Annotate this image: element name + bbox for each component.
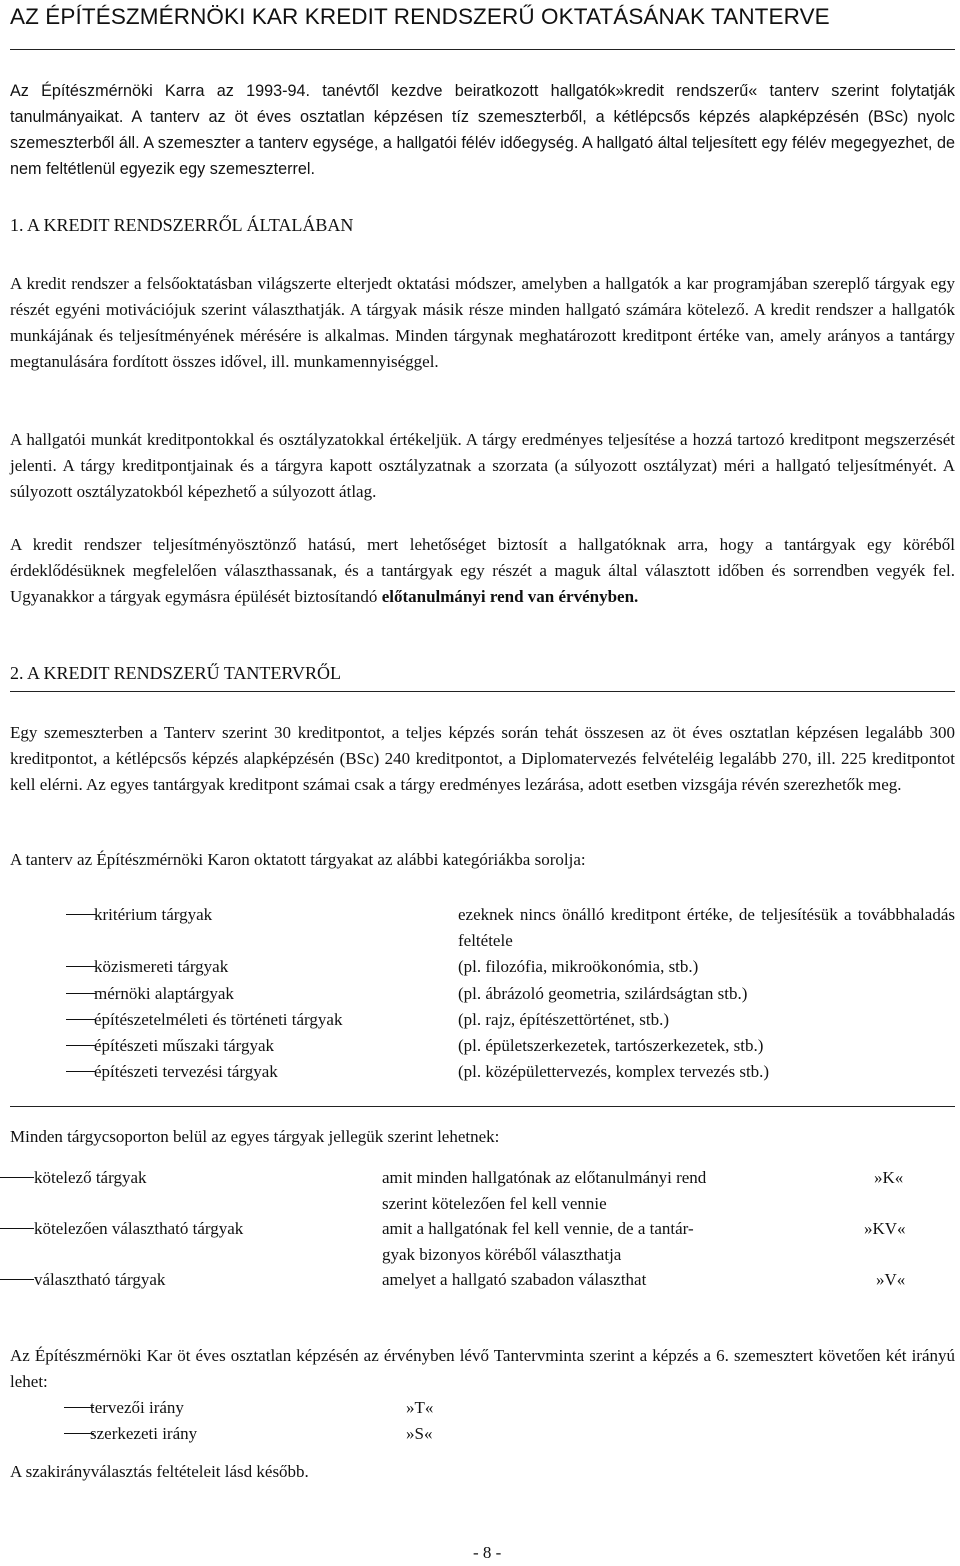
section-1-paragraph-3-bold: előtanulmányi rend van érvényben. — [381, 587, 639, 606]
direction-name: szerkezeti irány — [90, 1424, 198, 1443]
intro-paragraph: Az Építészmérnöki Karra az 1993-94. tanévtől kezdve beiratkozott hallgatók»kredit rendszerű« tanterv szerint folytatják tanulmányaikat. A tanterv az öt éves osztatlan képzésen tíz szemeszterből, a kétlépcsős képzés alapképzésén (BSc) nyolc szemeszterből áll. A szemeszter a tanterv egysége, a hallgatói félév időegység. A hallgató által teljesített egy félév megegyezhet, de nem feltétlenül egyezik egy szemeszterrel. — [10, 82, 955, 178]
type-name: kötelezően választható tárgyak — [34, 1219, 244, 1238]
type-description-line-1: amit minden hallgatónak az előtanulmányi rend — [382, 1168, 707, 1187]
section-2-rule — [10, 691, 955, 692]
document-header: AZ ÉPÍTÉSZMÉRNÖKI KAR KREDIT RENDSZERŰ OKTATÁSÁNAK TANTERVE — [10, 4, 830, 29]
type-code: »KV« — [864, 1219, 906, 1238]
section-2-heading: 2. A KREDIT RENDSZERŰ TANTERVRŐL — [10, 663, 341, 683]
section-1-paragraph-3-text: A kredit rendszer teljesítményösztönző hatású, mert lehetőséget biztosít a hallgatóknak arra, hogy a tantárgyak egy köréből érdeklődésüknek megfelelően választhassanak, és a tantárgyak egy részét a maguk által választott időben és sorrendben vegyék fel. Ugyanakkor a tárgyak egymásra épülését biztosítandó — [10, 535, 955, 606]
type-description-line-1: amelyet a hallgató szabadon választhat — [382, 1270, 647, 1289]
section-2-paragraph-1: Egy szemeszterben a Tanterv szerint 30 kreditpontot, a teljes képzés során tehát összesen az öt éves osztatlan képzésen legalább 300 kreditpontot, a kétlépcsős képzés alapképzésén (BSc) 240 kreditpontot, a Diplomatervezés felvételéig legalább 270, ill. 225 kreditpontot kell elérni. Az egyes tantárgyak kreditpont számai csak a tárgy eredményes lezárása, adott esetben vizsgája révén szerezhetők meg. — [10, 723, 955, 794]
dash-marker — [66, 914, 96, 915]
type-code: »K« — [874, 1168, 904, 1187]
category-item — [10, 1059, 955, 1085]
category-item — [10, 981, 955, 1007]
category-description: (pl. ábrázoló geometria, szilárdságtan stb.) — [458, 984, 748, 1003]
dash-marker — [66, 1071, 96, 1072]
category-item — [10, 1033, 955, 1059]
category-description: (pl. rajz, építészettörténet, stb.) — [458, 1010, 669, 1029]
category-name: közismereti tárgyak — [94, 957, 229, 976]
direction-name: tervezői irány — [90, 1398, 184, 1417]
section-2-paragraph-4: A szakirányválasztás feltételeit lásd később. — [10, 1462, 309, 1481]
type-name: kötelező tárgyak — [34, 1168, 147, 1187]
category-description: (pl. középülettervezés, komplex tervezés stb.) — [458, 1062, 770, 1081]
direction-code: »T« — [406, 1398, 434, 1417]
type-description-line-2: szerint kötelezően fel kell vennie — [382, 1194, 607, 1213]
direction-item — [10, 1395, 955, 1421]
section-2-paragraph-3: Az Építészmérnöki Kar öt éves osztatlan képzésén az érvényben lévő Tantervminta szerint a képzés a 6. szemesztert követően két irányú lehet: — [10, 1346, 955, 1391]
dash-marker — [66, 966, 96, 967]
type-description-line-2: gyak bizonyos köréből választhatja — [382, 1245, 622, 1264]
section-1-paragraph-2: A hallgatói munkát kreditpontokkal és osztályzatokkal értékeljük. A tárgy eredményes teljesítése a hozzá tartozó kreditpont megszerzését jelenti. A tárgy kreditpontjainak és a tárgyra kapott osztályzatnak a szorzata (a súlyozott osztályzat) méri a hallgató teljesítményét. A súlyozott osztályzatokból képezhető a súlyozott átlag. — [10, 430, 955, 501]
section-1-heading: 1. A KREDIT RENDSZERRŐL ÁLTALÁBAN — [10, 215, 354, 235]
page-number: - 8 - — [473, 1543, 502, 1562]
category-description: (pl. filozófia, mikroökonómia, stb.) — [458, 957, 699, 976]
type-item — [10, 1165, 955, 1213]
section-1-paragraph-3 — [10, 532, 955, 610]
direction-code: »S« — [406, 1424, 433, 1443]
category-name: építészeti műszaki tárgyak — [94, 1036, 275, 1055]
direction-item — [10, 1421, 955, 1447]
dash-marker — [66, 993, 96, 994]
section-1-paragraph-1: A kredit rendszer a felsőoktatásban világszerte elterjedt oktatási módszer, amelyben a hallgatók a kar programjában szereplő tárgyak egy részét egyéni motivációjuk szerint választhatják. A tárgyak másik része minden hallgató számára kötelező. A kredit rendszer a hallgatók munkájának és teljesítményének mérésére is alkalmas. Minden tárgynak meghatározott kreditpont értéke van, amely arányos a tantárgy megtanulására fordított összes idővel, ill. munkamennyiséggel. — [10, 274, 955, 371]
type-name: választható tárgyak — [34, 1270, 166, 1289]
type-description-line-1: amit a hallgatónak fel kell vennie, de a tantár- — [382, 1219, 694, 1238]
category-name: építészetelméleti és történeti tárgyak — [94, 1010, 343, 1029]
category-name: mérnöki alaptárgyak — [94, 984, 234, 1003]
header-rule — [10, 49, 955, 50]
category-name: építészeti tervezési tárgyak — [94, 1062, 278, 1081]
type-code: »V« — [876, 1270, 906, 1289]
category-name: kritérium tárgyak — [94, 905, 213, 924]
type-item — [10, 1267, 955, 1293]
types-intro: Minden tárgycsoporton belül az egyes tárgyak jellegük szerint lehetnek: — [10, 1127, 500, 1146]
list-separator-rule — [10, 1106, 955, 1107]
dash-marker — [66, 1045, 96, 1046]
category-item — [10, 902, 955, 950]
dash-marker — [0, 1177, 34, 1178]
category-item — [10, 1007, 955, 1033]
category-item — [10, 954, 955, 980]
category-description: ezeknek nincs önálló kreditpont értéke, de teljesítésük a továbbhaladás feltétele — [458, 905, 955, 950]
dash-marker — [66, 1019, 96, 1020]
dash-marker — [0, 1228, 34, 1229]
type-item — [10, 1216, 955, 1264]
section-2-paragraph-2: A tanterv az Építészmérnöki Karon oktatott tárgyakat az alábbi kategóriákba sorolja: — [10, 850, 586, 869]
category-description: (pl. épületszerkezetek, tartószerkezetek, stb.) — [458, 1036, 764, 1055]
dash-marker — [0, 1279, 34, 1280]
